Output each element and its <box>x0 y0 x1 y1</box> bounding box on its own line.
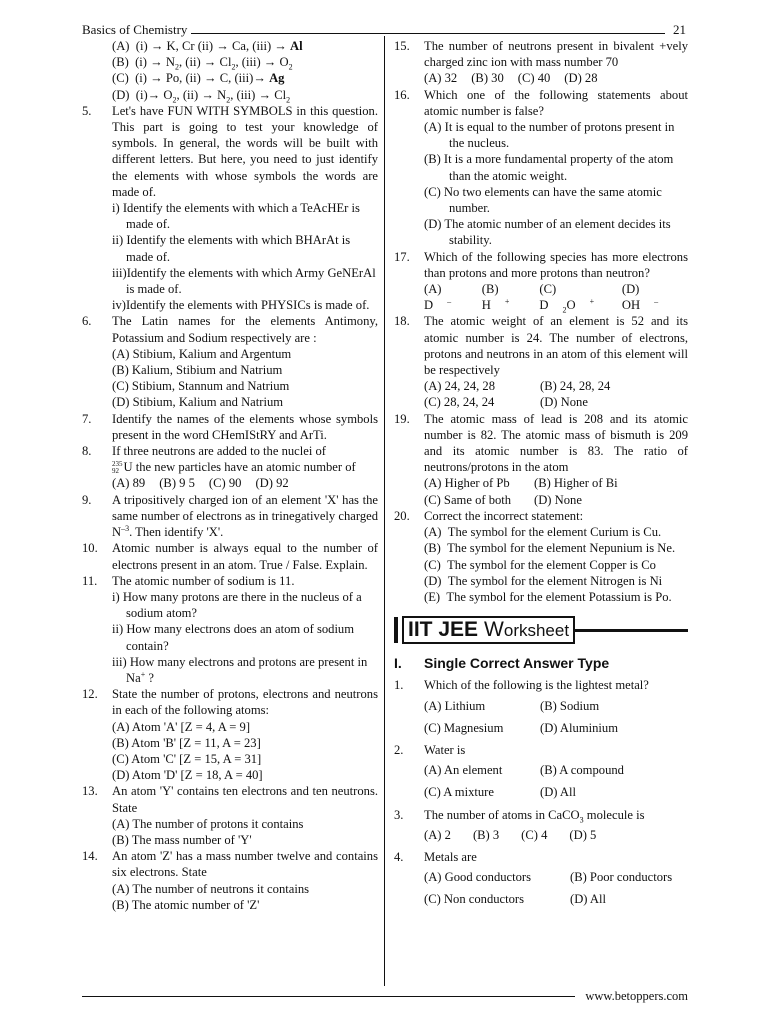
w2-options: (A) An element (B) A compound (C) A mixture (D) All <box>424 763 624 800</box>
uranium-nuclide: 235 92 <box>112 460 123 476</box>
q4-option-d: (D) $(i)\to O_2$, $(ii) \to N_2$, $(iii) \to Cl_2$ <box>112 87 291 105</box>
q19-options: (A) Higher of Pb (B) Higher of Bi (C) Same of both (D) None <box>424 476 618 507</box>
q12-option-a: (A) Atom 'A' [Z = 4, A = 9] <box>112 719 251 734</box>
question-13: 13. An atom 'Y' contains ten electrons and ten neutrons. State <box>82 784 378 815</box>
question-10: 10. Atomic number is always equal to the number of electrons present in an atom. True / False. Explain. <box>82 541 378 572</box>
q8-options: (A) 89 (B) 9 5 (C) 90 (D) 92 <box>112 476 289 491</box>
worksheet-question-4: 4. Metals are <box>394 849 477 864</box>
q11-part-ii: ii) How many electrons does an atom of sodium contain? <box>112 622 355 653</box>
q20-option-d: (D) The symbol for the element Nitrogen is Ni <box>424 573 663 588</box>
q18-options: (A) 24, 24, 28 (B) 24, 28, 24 (C) 28, 24, 24 (D) None <box>424 379 611 410</box>
question-9: 9. A tripositively charged ion of an element 'X' has the same number of electrons as in trinegatively charged $N^{-3}$. Then identify 'X'. <box>82 492 378 540</box>
q12-option-c: (C) Atom 'C' [Z = 15, A = 31] <box>112 751 262 766</box>
q4-option-a: (A) (i) → K, Cr (ii) → Ca, (iii) → Al <box>112 39 303 53</box>
q16-option-b: (B) It is a more fundamental property of the atom than the atomic weight. <box>424 152 674 183</box>
question-5: 5. Let's have FUN WITH SYMBOLS in this question. This part is going to test your knowledge of symbols. In general, the words will be built with different letters. But here, you need to just identify the elements with whose symbols the words are made of. <box>82 103 378 199</box>
q6-option-a: (A) Stibium, Kalium and Argentum <box>112 346 292 361</box>
q12-option-d: (D) Atom 'D' [Z = 18, A = 40] <box>112 768 263 783</box>
q6-option-d: (D) Stibium, Kalium and Natrium <box>112 395 284 410</box>
q5-part-iii: iii)Identify the elements with which Army GeNErAl is made of. <box>112 265 376 297</box>
question-16: 16. Which one of the following statements about atomic number is false? <box>394 87 688 118</box>
page-footer <box>82 986 688 1006</box>
q20-option-c: (C) The symbol for the element Copper is Co <box>424 557 656 572</box>
page-number: 21 <box>673 22 686 37</box>
page-header <box>82 18 686 38</box>
q13-option-a: (A) The number of protons it contains <box>112 816 304 831</box>
question-11: 11. The atomic number of sodium is 11. <box>82 573 295 588</box>
worksheet-question-2: 2. Water is <box>394 742 466 757</box>
question-17: 17. Which of the following species has more electrons than protons and more protons than neutron? <box>394 249 688 280</box>
right-column <box>394 38 688 908</box>
question-7: 7. Identify the names of the elements whose symbols present in the word CHemIStRY and ArTi. <box>82 411 378 442</box>
left-column <box>82 38 378 913</box>
q4-option-b: (B) $(i) \to N_2$, $(ii) \to Cl_2$, $(iii) \to O_2$ <box>112 55 293 72</box>
section-heading: I. Single Correct Answer Type <box>394 655 610 672</box>
q16-option-d: (D) The atomic number of an element decides its stability. <box>424 217 671 248</box>
q12-option-b: (B) Atom 'B' [Z = 11, A = 23] <box>112 735 261 750</box>
column-divider <box>384 36 385 986</box>
question-15: 15. The number of neutrons present in bivalent +vely charged zinc ion with mass number 70 <box>394 39 688 70</box>
w4-options: (A) Good conductors (B) Poor conductors (C) Non conductors (D) All <box>424 870 673 907</box>
q16-option-a: (A) It is equal to the number of protons present in the nucleus. <box>424 120 675 151</box>
q5-part-ii: ii) Identify the elements with which BHArAt is made of. <box>112 233 351 264</box>
question-18: 18. The atomic weight of an element is 52 and its atomic number is 24. The number of electrons, protons and neutrons in an atom of this element will be respectively <box>394 314 688 378</box>
q14-option-a: (A) The number of neutrons it contains <box>112 881 310 896</box>
q4-option-c: (C) (i) → Po, (ii) → C, (iii)→ Ag <box>112 71 285 86</box>
w1-options: (A) Lithium (B) Sodium (C) Magnesium (D) Aluminium <box>424 698 619 735</box>
question-8: 8. If three neutrons are added to the nuclei of 235 92 U the new particles have an atomic number of <box>82 444 356 476</box>
question-14: 14. An atom 'Z' has a mass number twelve and contains six electrons. State <box>82 849 378 880</box>
w3-options: (A) 2 (B) 3 (C) 4 (D) 5 <box>424 827 597 842</box>
q13-option-b: (B) The mass number of 'Y' <box>112 832 252 847</box>
chapter-title: Basics of Chemistry <box>82 22 188 37</box>
q20-option-a: (A) The symbol for the element Curium is Cu. <box>424 525 662 540</box>
worksheet-question-1: 1. Which of the following is the lightest metal? <box>394 678 649 693</box>
banner-rule <box>575 629 688 632</box>
q5-part-i: i) Identify the elements with which a TeAcHEr is made of. <box>112 201 360 232</box>
worksheet-banner <box>394 615 688 645</box>
q14-option-b: (B) The atomic number of 'Z' <box>112 897 260 912</box>
header-rule <box>191 33 665 34</box>
question-12: 12. State the number of protons, electrons and neutrons in each of the following atoms: <box>82 687 378 718</box>
q11-part-i: i) How many protons are there in the nucleus of a sodium atom? <box>112 589 362 621</box>
footer-rule <box>82 996 575 997</box>
worksheet-title: IIT JEE Worksheet <box>402 616 575 644</box>
question-20: 20. Correct the incorrect statement: <box>394 508 584 523</box>
question-6: 6. The Latin names for the elements Antimony, Potassium and Sodium respectively are : <box>82 314 378 345</box>
q20-option-e: (E) The symbol for the element Potassium is Po. <box>424 589 672 604</box>
q5-part-iv: iv)Identify the elements with PHYSICs is made of. <box>112 298 370 313</box>
q6-option-c: (C) Stibium, Stannum and Natrium <box>112 379 290 394</box>
banner-bar <box>394 617 398 643</box>
q11-part-iii: iii) How many electrons and protons are present in Na+ ? <box>112 654 368 685</box>
worksheet-question-3: 3. The number of atoms in CaCO$_3$ molecule is <box>394 807 645 825</box>
question-19: 19. The atomic mass of lead is 208 and its atomic number is 82. The atomic mass of bismuth is 209 and its atomic number is 83. The ratio of neutrons/protons in the atom <box>394 411 688 475</box>
q15-options: (A) 32 (B) 30 (C) 40 (D) 28 <box>424 71 598 86</box>
q17-options: (A) D – (B) H + (C) D $_2$O + (D) OH – <box>424 282 659 315</box>
q20-option-b: (B) The symbol for the element Nepunium is Ne. <box>424 541 676 556</box>
footer-url[interactable]: www.betoppers.com <box>585 988 688 1003</box>
q6-option-b: (B) Kalium, Stibium and Natrium <box>112 363 283 378</box>
q16-option-c: (C) No two elements can have the same atomic number. <box>424 184 662 216</box>
